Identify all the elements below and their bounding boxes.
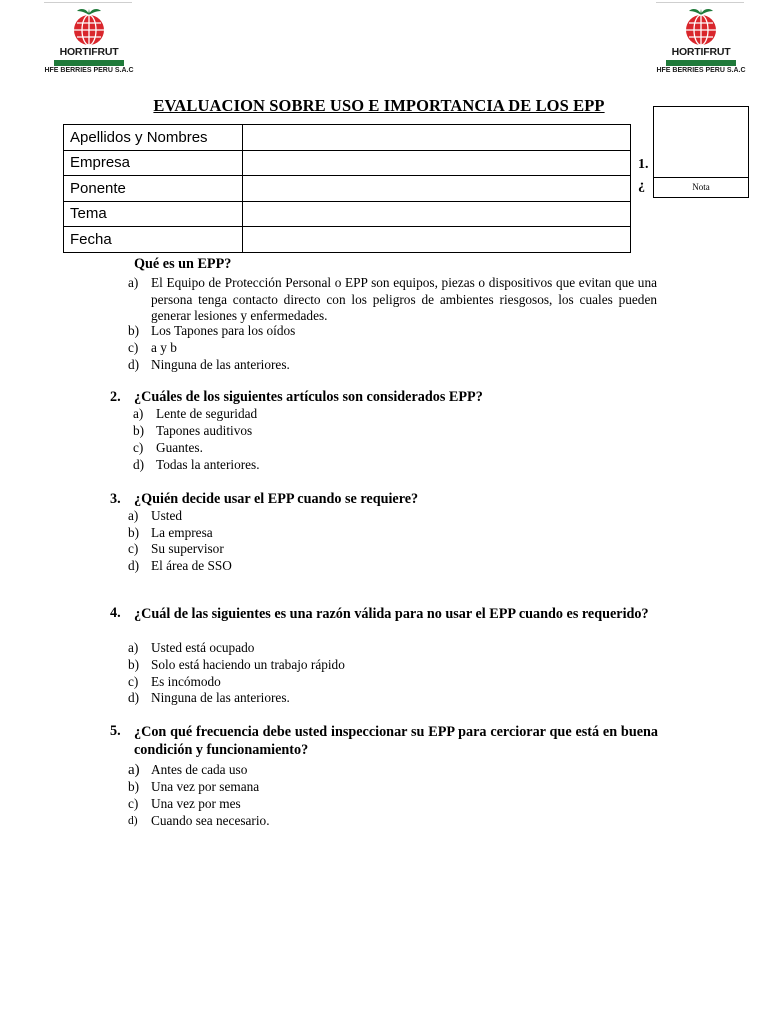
grade-box [653,106,749,198]
logo-company: HFE BERRIES PERU S.A.C [44,67,134,74]
logo-stripe [54,60,124,66]
field-label: Ponente [64,176,243,202]
option-text: La empresa [151,525,213,540]
logo-name: HORTIFRUT [671,46,731,58]
date-field[interactable] [243,227,631,253]
option-text: Una vez por mes [151,796,241,811]
option-letter: d) [128,690,140,705]
option-letter: a) [128,508,139,523]
option-text: Lente de seguridad [156,406,258,421]
option-letter: b) [128,779,140,794]
logo-border [44,2,132,3]
field-label: Empresa [64,150,243,176]
grade-label: Nota [692,182,710,192]
option-text: Todas la anteriores. [156,457,260,472]
option-letter: b) [133,423,145,438]
name-field[interactable] [243,125,631,151]
company-logo [656,4,746,80]
table-row [64,201,631,227]
option-text: a y b [151,340,177,355]
option-letter: a) [133,406,144,421]
question-number: 4. [110,605,121,621]
option-letter: b) [128,323,140,338]
question-title: ¿Cuáles de los siguientes artículos son considerados EPP? [134,389,483,405]
option-letter: a) [128,762,140,778]
table-row [64,125,631,151]
company-logo [44,4,134,80]
logo-stripe [666,60,736,66]
option-text: Ninguna de las anteriores. [151,357,290,372]
option-text: Es incómodo [151,674,221,689]
logo-company: HFE BERRIES PERU S.A.C [656,67,746,74]
topic-field[interactable] [243,201,631,227]
logo-name: HORTIFRUT [59,46,119,58]
question-title: ¿Cuál de las siguientes es una razón válida para no usar el EPP cuando es requerido? [134,606,649,622]
table-row [64,150,631,176]
company-field[interactable] [243,150,631,176]
question-title: Qué es un EPP? [134,256,232,272]
option-letter: a) [128,275,139,290]
question-title: ¿Con qué frecuencia debe usted inspeccionar su EPP para cerciorar que está en buena condición y funcionamiento? [134,724,658,758]
grade-field[interactable] [654,107,748,178]
field-label: Tema [64,201,243,227]
option-text: El área de SSO [151,558,232,573]
option-text: El Equipo de Protección Personal o EPP son equipos, piezas o dispositivos que evitan que una persona tenga contacto directo con los peligros de ambientes riesgosos, los cuales pueden generar lesiones y enfermedades. [151,275,657,323]
option-text: Los Tapones para los oídos [151,323,296,338]
option-text: Tapones auditivos [156,423,253,438]
table-row [64,176,631,202]
option-text: Antes de cada uso [151,762,248,777]
option-letter: d) [128,558,140,573]
strawberry-globe-icon [64,6,114,46]
page-title: EVALUACION SOBRE USO E IMPORTANCIA DE LOS EPP [153,96,605,115]
question-title: ¿Quién decide usar el EPP cuando se requiere? [134,491,419,507]
question-mark: ¿ [638,178,645,193]
option-text: Una vez por semana [151,779,260,794]
option-text: Ninguna de las anteriores. [151,690,290,705]
table-row [64,227,631,253]
option-text: Cuando sea necesario. [151,813,270,828]
logo-border [656,2,744,3]
option-letter: a) [128,640,139,655]
speaker-field[interactable] [243,176,631,202]
option-letter: c) [128,796,139,811]
field-label: Fecha [64,227,243,253]
option-letter: d) [128,815,138,827]
option-text: Usted está ocupado [151,640,255,655]
option-text: Guantes. [156,440,203,455]
option-letter: b) [128,657,140,672]
option-text: Usted [151,508,183,523]
option-text: Solo está haciendo un trabajo rápido [151,657,345,672]
option-letter: c) [133,440,144,455]
option-text: Su supervisor [151,541,224,556]
question-number: 5. [110,723,121,739]
field-label: Apellidos y Nombres [64,125,243,151]
info-table [63,124,631,253]
question-number: 3. [110,491,121,507]
question-number: 2. [110,389,121,405]
question-number: 1. [638,157,649,172]
option-letter: c) [128,541,139,556]
option-letter: d) [128,357,140,372]
strawberry-globe-icon [676,6,726,46]
option-letter: b) [128,525,140,540]
option-letter: d) [133,457,145,472]
option-letter: c) [128,340,139,355]
option-letter: c) [128,674,139,689]
